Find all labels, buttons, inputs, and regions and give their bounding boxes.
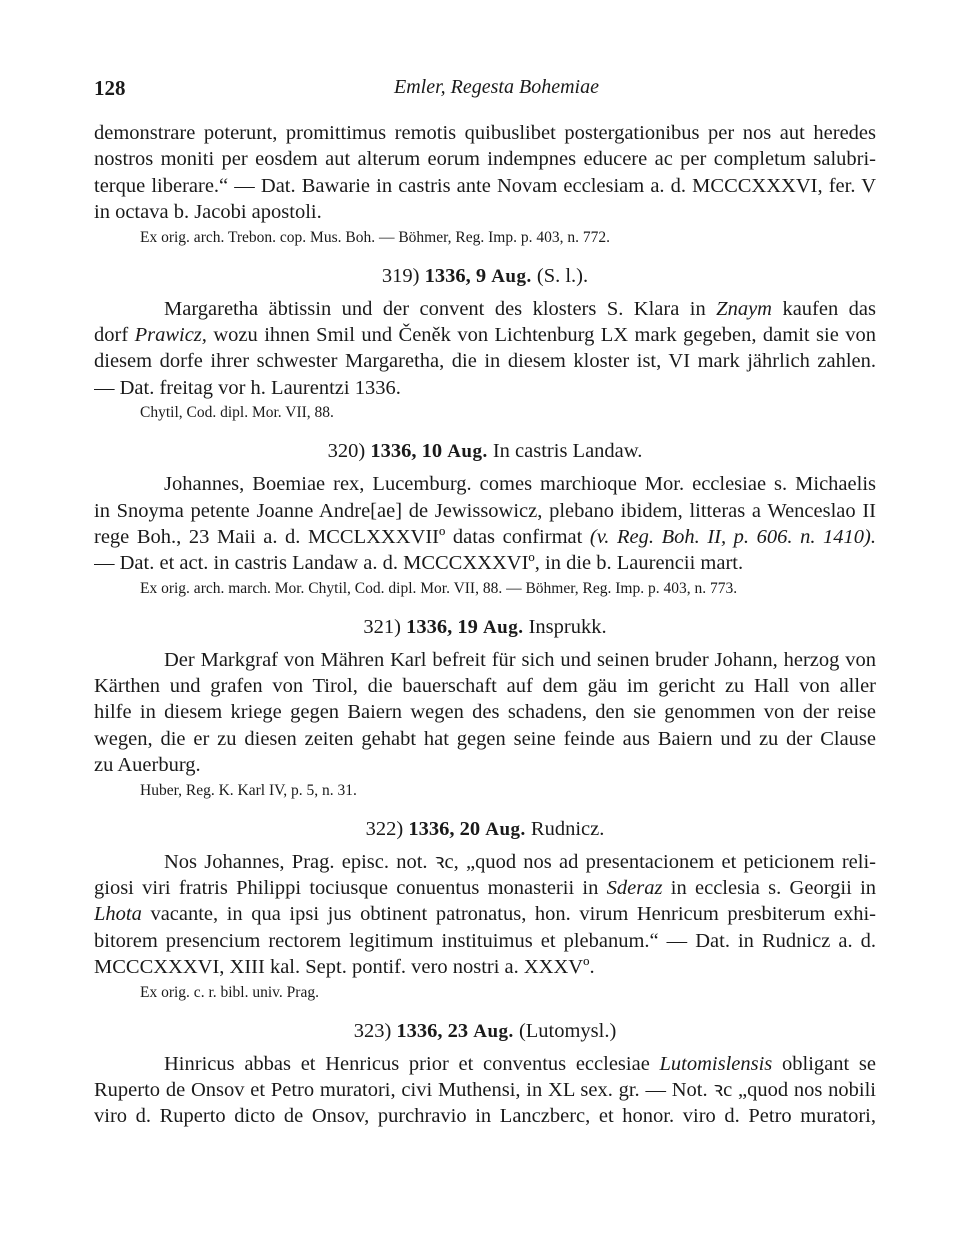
text-line: in Snoyma petente Joanne Andre[ae] de Jewissowicz, plebano ibidem, litteras a Wenceslao II <box>94 499 876 522</box>
place-name: Lutomislensis <box>659 1052 773 1075</box>
entry-heading-320 <box>94 433 876 467</box>
text-line: viro d. Ruperto dicto de Onsov, purchravio in Lanczberc, et honor. viro d. Petro muratori, <box>94 1105 876 1128</box>
place-name: Prawicz, <box>134 323 207 346</box>
text-line: nostros moniti per eosdem aut alterum eorum indempnes educere ac per completum salubri- <box>94 148 876 171</box>
text-run: rege Boh., 23 Maii a. d. MCCLXXXVIIº datas confirmat <box>94 525 583 548</box>
source-citation: Huber, Reg. K. Karl IV, p. 5, n. 31. <box>140 781 357 799</box>
text-line <box>94 322 876 348</box>
entry-date: 1336, 23 <box>396 1019 469 1042</box>
text-run: dorf <box>94 323 129 346</box>
text-line <box>94 901 876 927</box>
text-line: terque liberare.“ — Dat. Bawarie in castris ante Novam ecclesiam a. d. MCCCXXXVI, fer. V <box>94 174 876 197</box>
entry-number: 323) <box>353 1019 392 1042</box>
source-citation: Ex orig. c. r. bibl. univ. Prag. <box>140 983 319 1001</box>
entry-date: 1336, 10 <box>370 440 443 463</box>
entry-date: 1336, 20 <box>408 817 481 840</box>
text-run: Hinricus abbas et Henricus prior et conventus ecclesiae <box>164 1052 650 1075</box>
text-line <box>94 875 876 901</box>
page-number: 128 <box>94 76 126 100</box>
text-run: Margaretha äbtissin und der convent des klosters S. Klara in <box>164 297 706 320</box>
running-title: Emler, Regesta Bohemiae <box>394 76 599 98</box>
text-line: in octava b. Jacobi apostoli. <box>94 201 322 224</box>
text-line <box>94 1051 876 1077</box>
text-run: wozu ihnen Smil und Čeněk von Lichtenburg LX mark gegeben, damit sie von <box>213 323 876 346</box>
entry-month: Aug. <box>482 616 524 638</box>
entry-number: 321) <box>363 615 401 638</box>
text-line: bitorem presencium rectorem legitimum instituimus et plebanum.“ — Dat. in Rudnicz a. d. <box>94 929 876 952</box>
text-line <box>94 296 876 322</box>
source-citation: Ex orig. arch. march. Mor. Chytil, Cod. dipl. Mor. VII, 88. — Böhmer, Reg. Imp. p. 403, n. 773. <box>140 579 738 597</box>
text-run: obligant se <box>782 1052 876 1075</box>
text-line <box>94 524 876 550</box>
text-line: Der Markgraf von Mähren Karl befreit für sich und seinen bruder Johann, herzog von <box>164 648 876 671</box>
text-line: diesem dorfe ihrer schwester Margaretha, die in diesem kloster ist, VI mark jährlich zahlen. <box>94 350 876 373</box>
text-line: MCCCXXXVI, XIII kal. Sept. pontif. vero nostri a. XXXVº. <box>94 956 595 979</box>
text-line: demonstrare poterunt, promittimus remotis quibuslibet postergationibus per nos aut heredes <box>94 122 876 144</box>
text-line: Nos Johannes, Prag. episc. not. ꝛc, „quod nos ad presentacionem et peticionem reli- <box>164 850 876 873</box>
entry-month: Aug. <box>485 818 526 840</box>
text-line: wegen, die er zu diesen zeiten gehabt hat gegen seine feinde aus Baiern und zu der Clause <box>94 727 876 750</box>
entry-heading-323 <box>94 1013 876 1047</box>
entry-date: 1336, 19 <box>406 615 478 638</box>
place-name: Sderaz <box>606 877 663 900</box>
text-line: Kärthen und grafen von Tirol, die bauerschaft auf dem gäu im gericht zu Hall von aller <box>94 675 876 698</box>
entry-month: Aug. <box>447 441 488 463</box>
entry-heading-322 <box>94 811 876 845</box>
entry-heading-321 <box>94 609 876 643</box>
text-line: — Dat. et act. in castris Landaw a. d. MCCCXXXVIº, in die b. Laurencii mart. <box>94 552 744 575</box>
entry-place: Rudnicz. <box>530 817 605 840</box>
reference: (v. Reg. Boh. II, p. 606. n. 1410). <box>589 525 876 548</box>
entry-place: (S. l.). <box>536 264 589 287</box>
entry-number: 322) <box>365 817 404 840</box>
text-run: kaufen das <box>782 297 876 320</box>
place-name: Lhota <box>94 903 142 926</box>
entry-month: Aug. <box>473 1020 514 1042</box>
entry-text-323 <box>94 1051 876 1130</box>
source-citation: Ex orig. arch. Trebon. cop. Mus. Boh. — Böhmer, Reg. Imp. p. 403, n. 772. <box>140 228 610 246</box>
text-line: — Dat. freitag vor h. Laurentzi 1336. <box>94 376 401 399</box>
text-run: vacante, in qua ipsi jus obtinent patronatus, hon. virum Henricum presbiterum exhi- <box>150 903 876 926</box>
entry-text-321 <box>94 647 876 779</box>
entry-text-320 <box>94 471 876 577</box>
entry-number: 319) <box>381 264 420 287</box>
text-line: hilfe in diesem kriege gegen Baiern wegen des schadens, den sie genommen von der reise <box>94 701 876 724</box>
entry-place: Insprukk. <box>528 615 607 638</box>
text-line: Johannes, Boemiae rex, Lucemburg. comes marchioque Mor. ecclesiae s. Michaelis <box>164 473 876 496</box>
place-name: Znaym <box>716 297 772 320</box>
entry-text-319 <box>94 296 876 402</box>
page-header <box>94 76 874 104</box>
entry-heading-319 <box>94 258 876 292</box>
entry-text-322 <box>94 849 876 981</box>
text-run: giosi viri fratris Philippi tociusque conuentus monasterii in <box>94 877 599 900</box>
entry-date: 1336, 9 <box>424 264 487 287</box>
text-line: Ruperto de Onsov et Petro muratori, civi Muthensi, in XL sex. gr. — Not. ꝛc „quod nos nobili <box>94 1078 876 1101</box>
page-body <box>94 120 876 1130</box>
source-citation: Chytil, Cod. dipl. Mor. VII, 88. <box>140 404 334 422</box>
text-run: in ecclesia s. Georgii in <box>670 877 876 900</box>
intro-paragraph <box>94 120 876 226</box>
entry-place: In castris Landaw. <box>492 440 643 463</box>
text-line: zu Auerburg. <box>94 754 201 777</box>
entry-number: 320) <box>327 440 366 463</box>
entry-month: Aug. <box>491 265 532 287</box>
entry-place: (Lutomysl.) <box>518 1019 617 1042</box>
